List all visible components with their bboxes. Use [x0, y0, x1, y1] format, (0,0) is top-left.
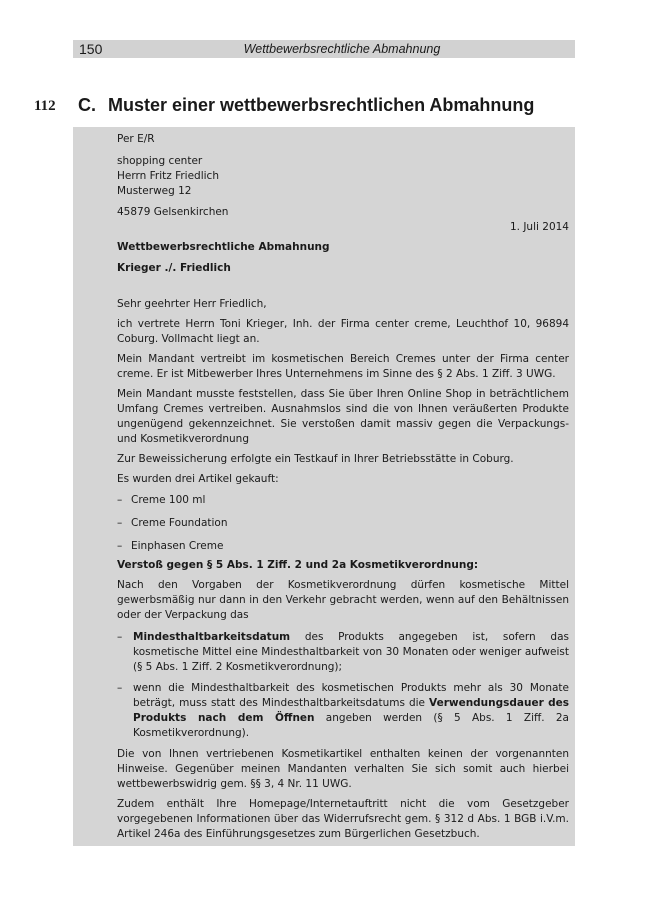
- running-title: Wettbewerbsrechtliche Abmahnung: [243, 42, 441, 56]
- violation-heading: Verstoß gegen § 5 Abs. 1 Ziff. 2 und 2a Kosmetikverordnung:: [117, 559, 479, 571]
- body-paragraph: Mein Mandant vertreibt im kosmetischen Bereich Cremes unter der Firma center creme. Er ist Mitbewerber Ihres Unternehmens im Sinne des § 2 Abs. 1 Ziff. 3 UWG.: [117, 353, 569, 380]
- article-list: [117, 493, 569, 554]
- letter-content: [117, 132, 569, 847]
- section-heading: [78, 93, 534, 117]
- section-letter: C.: [78, 95, 96, 115]
- letter-template-box: [73, 127, 575, 846]
- letter-subject: Wettbewerbsrechtliche Abmahnung: [117, 241, 330, 253]
- recipient-city: 45879 Gelsenkirchen: [117, 206, 229, 218]
- recipient-line: Musterweg 12: [117, 185, 192, 197]
- recipient-line: Herrn Fritz Friedlich: [117, 170, 219, 182]
- recipient-address: [117, 154, 569, 199]
- closing-paragraph: Die von Ihnen vertriebenen Kosmetikartikel enthalten keinen der vorgenannten Hinweise. Gegenüber meinen Mandanten verhalten Sie sich somit auch hierbei wettbewerbswidrig gem. §§ 3, 4 Nr. 11 UWG.: [117, 748, 569, 790]
- condition-item: [117, 630, 569, 675]
- condition-text: wenn die Mindesthaltbarkeit des kosmetischen Produkts mehr als 30 Monate beträgt, muss statt des Mindesthaltbarkeitsdatums die: [133, 682, 569, 709]
- condition-text: angeben werden (§ 5 Abs. 1 Ziff. 2a Kosmetikverordnung).: [133, 712, 569, 739]
- closing-paragraph: Zudem enthält Ihre Homepage/Internetauftritt nicht die vom Gesetzgeber vorgegebenen Informationen über das Widerrufsrecht gem. § 312 d Abs. 1 BGB i.V.m. Artikel 246a des Einführungsgesetzes zum Bürgerlichen Gesetzbuch.: [117, 798, 569, 840]
- condition-bold-term: Verwendungsdauer des Produkts nach dem Öffnen: [133, 697, 569, 724]
- article-item: – Einphasen Creme: [117, 539, 569, 554]
- body-paragraph: Es wurden drei Artikel gekauft:: [117, 473, 279, 485]
- condition-item: [117, 681, 569, 741]
- recipient-line: shopping center: [117, 155, 203, 167]
- letter-date: 1. Juli 2014: [509, 221, 569, 233]
- margin-number: 112: [34, 98, 56, 114]
- transmission-line: Per E/R: [117, 133, 155, 145]
- body-paragraph: Mein Mandant musste feststellen, dass Sie über Ihren Online Shop in beträchtlichem Umfang Cremes vertreiben. Ausnahmslos sind die von Ihnen veräußerten Produkte ungenügend gekennzeichnet. Sie verstoßen damit massiv gegen die Verpackungs- und Kosmetikverordnung: [117, 388, 569, 445]
- body-paragraph: Zur Beweissicherung erfolgte ein Testkauf in Ihrer Betriebsstätte in Coburg.: [117, 453, 514, 465]
- violation-intro: Nach den Vorgaben der Kosmetikverordnung dürfen kosmetische Mittel gewerbsmäßig nur dann in den Verkehr gebracht werden, wenn auf den Behältnissen oder der Verpackung das: [117, 579, 569, 621]
- body-paragraph: ich vertrete Herrn Toni Krieger, Inh. der Firma center creme, Leuchthof 10, 96894 Coburg. Vollmacht liegt an.: [117, 318, 569, 345]
- condition-list: [117, 630, 569, 741]
- condition-bold-term: Mindesthaltbarkeitsdatum: [133, 631, 291, 643]
- case-reference: Krieger ./. Friedlich: [117, 262, 231, 274]
- running-header: [73, 40, 575, 58]
- article-item: – Creme Foundation: [117, 516, 569, 531]
- page-number: 150: [79, 41, 103, 57]
- section-title: Muster einer wettbewerbsrechtlichen Abmahnung: [108, 95, 535, 115]
- salutation: Sehr geehrter Herr Friedlich,: [117, 298, 267, 310]
- condition-text: des Produkts angegeben ist, sofern das kosmetische Mittel eine Mindesthaltbarkeit von 30 Monaten oder weniger aufweist (§ 5 Abs. 1 Ziff. 2 Kosmetikverordnung);: [133, 631, 569, 673]
- article-item: – Creme 100 ml: [117, 493, 569, 508]
